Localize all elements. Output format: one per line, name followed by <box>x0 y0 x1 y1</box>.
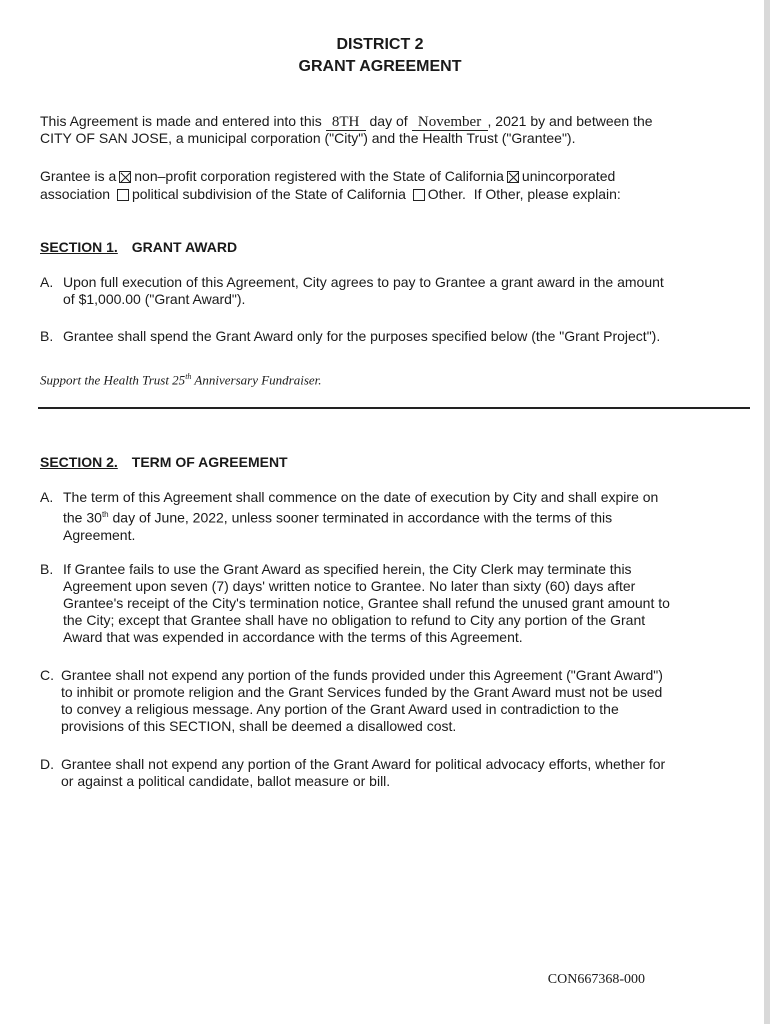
item-letter: A. <box>40 274 54 290</box>
item-letter: B. <box>40 561 54 577</box>
item-line: to convey a religious message. Any portion of the Grant Award used in contradiction to the <box>61 701 619 717</box>
item-letter: C. <box>40 667 54 683</box>
project-text-1: Support the Health Trust 25 <box>40 372 186 388</box>
item-line: the City; except that Grantee shall have no obligation to refund to City any portion of the Grant <box>63 612 646 628</box>
day-field: 8TH <box>326 115 366 131</box>
intro-line-1 <box>40 113 653 131</box>
section-2-title: TERM OF AGREEMENT <box>131 454 288 470</box>
control-number: CON667368-000 <box>547 972 645 987</box>
section-1-title: GRANT AWARD <box>131 239 238 255</box>
item-line: The term of this Agreement shall commence on the date of execution by City and shall expire on <box>63 489 659 505</box>
intro-line-2: CITY OF SAN JOSE, a municipal corporation ("City") and the Health Trust ("Grantee"). <box>40 130 576 146</box>
grantee-prefix: Grantee is a <box>40 168 117 184</box>
item-line: Upon full execution of this Agreement, City agrees to pay to Grantee a grant award in the amount <box>63 274 664 290</box>
section-2-item-c <box>40 667 730 735</box>
nonprofit-checkbox[interactable] <box>119 171 131 183</box>
item-line: Grantee shall not expend any portion of the funds provided under this Agreement ("Grant Award") <box>61 667 663 683</box>
item-line: the 30th day of June, 2022, unless sooner terminated in accordance with the terms of this <box>63 509 613 526</box>
nonprofit-label: non–profit corporation registered with the State of California <box>134 168 504 184</box>
item-letter: A. <box>40 489 54 505</box>
item-line: Agreement. <box>63 526 136 543</box>
project-text-2: Anniversary Fundraiser. <box>191 372 322 388</box>
agreement-title: GRANT AGREEMENT <box>298 58 462 75</box>
unincorporated-checkbox[interactable] <box>507 171 519 183</box>
grantee-type-line-1 <box>40 168 615 185</box>
section-1-item-a <box>40 274 730 308</box>
section-1-number: SECTION 1. <box>40 239 118 255</box>
political-subdivision-checkbox[interactable] <box>117 189 129 201</box>
intro-text-3: , 2021 by and between the <box>487 113 653 129</box>
explain-label: If Other, please explain: <box>473 186 621 202</box>
item-line: or against a political candidate, ballot measure or bill. <box>61 773 391 789</box>
item-line: Grantee shall not expend any portion of the Grant Award for political advocacy efforts, whether for <box>61 756 666 772</box>
item-line: provisions of this SECTION, shall be deemed a disallowed cost. <box>61 718 457 734</box>
item-line: Agreement upon seven (7) days' written notice to Grantee. No later than sixty (60) days after <box>63 578 636 594</box>
political-subdivision-label: political subdivision of the State of California <box>131 186 406 202</box>
item-line: Grantee shall spend the Grant Award only for the purposes specified below (the "Grant Project"). <box>63 328 661 344</box>
section-2-number: SECTION 2. <box>40 454 118 470</box>
unincorporated-label: unincorporated <box>521 168 616 184</box>
section-2-item-a <box>40 489 730 544</box>
item-line: Award that was expended in accordance with the terms of this Agreement. <box>63 629 523 645</box>
item-letter: D. <box>40 756 54 772</box>
item-letter: B. <box>40 328 54 344</box>
grantee-type-line-2 <box>40 186 621 203</box>
district-heading: DISTRICT 2 <box>336 36 424 53</box>
month-field: November <box>412 115 488 131</box>
section-1-heading <box>40 239 237 256</box>
project-superscript: th <box>185 372 192 381</box>
association-label: association <box>40 186 111 202</box>
grant-project-description <box>40 368 322 388</box>
section-1-item-b <box>40 328 730 345</box>
intro-text-2: day of <box>365 113 412 129</box>
item-line: of $1,000.00 ("Grant Award"). <box>63 291 246 307</box>
project-underline-rule <box>38 407 750 409</box>
section-2-item-d <box>40 756 730 790</box>
item-line: to inhibit or promote religion and the Grant Services funded by the Grant Award must not be used <box>61 684 663 700</box>
section-2-item-b <box>40 561 730 646</box>
other-checkbox[interactable] <box>413 189 425 201</box>
other-label: Other. <box>427 186 466 202</box>
item-line: Grantee's receipt of the City's termination notice, Grantee shall refund the unused grant amount to <box>63 595 670 611</box>
intro-text-1: This Agreement is made and entered into this <box>40 113 326 129</box>
scan-edge-shadow <box>764 0 770 1024</box>
section-2-heading <box>40 454 288 471</box>
item-line: If Grantee fails to use the Grant Award as specified herein, the City Clerk may terminate this <box>63 561 632 577</box>
